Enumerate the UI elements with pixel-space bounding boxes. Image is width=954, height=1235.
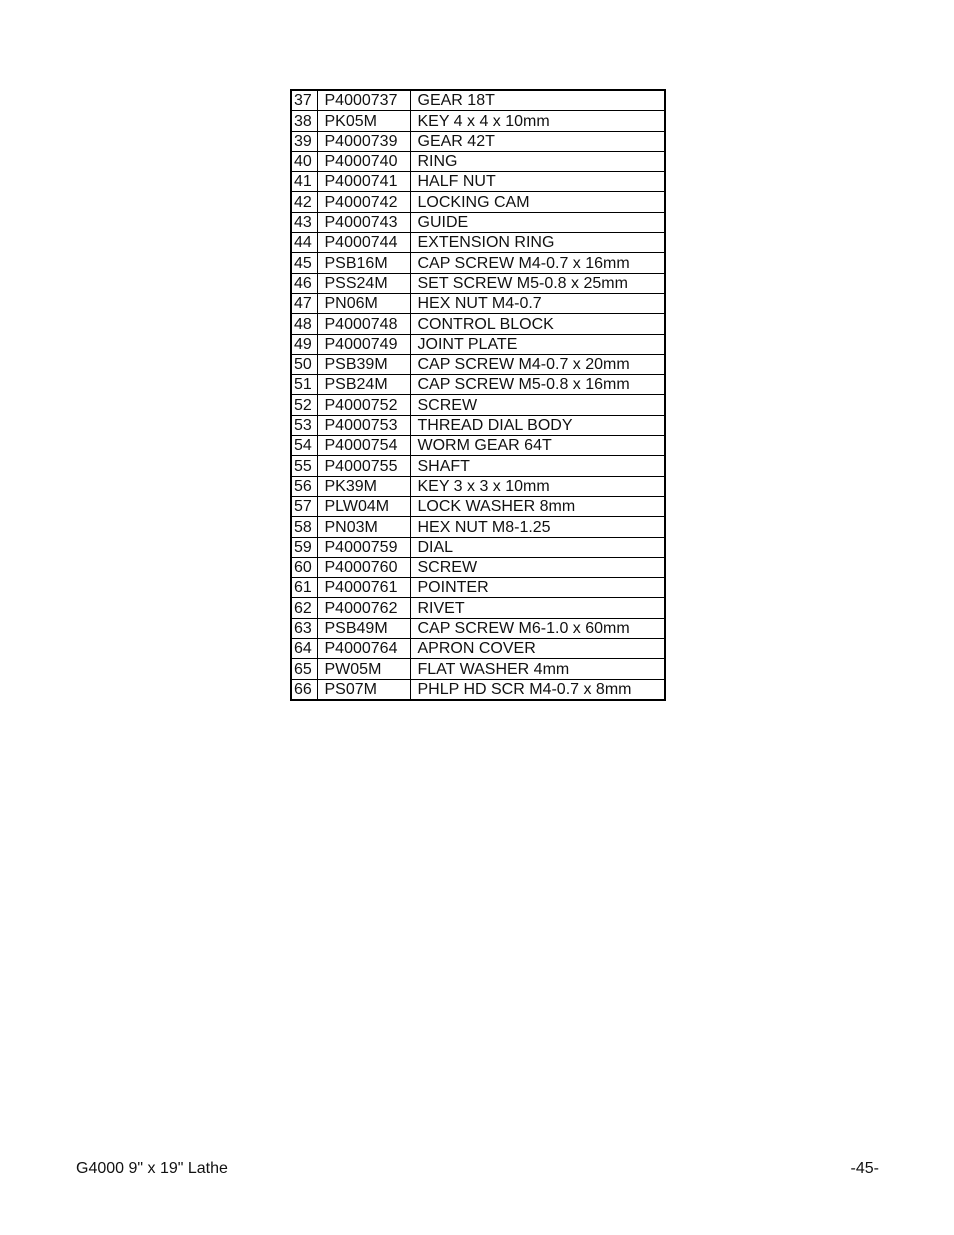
- description-cell: HEX NUT M8-1.25: [410, 517, 665, 537]
- description-cell: WORM GEAR 64T: [410, 436, 665, 456]
- description-cell: CAP SCREW M4-0.7 x 16mm: [410, 253, 665, 273]
- table-row: [291, 111, 665, 131]
- ref-number-cell: 59: [291, 537, 317, 557]
- description-cell: SCREW: [410, 395, 665, 415]
- description-cell: CAP SCREW M6-1.0 x 60mm: [410, 618, 665, 638]
- description-cell: GUIDE: [410, 212, 665, 232]
- ref-number-cell: 41: [291, 172, 317, 192]
- table-row: [291, 354, 665, 374]
- part-number-cell: P4000737: [317, 90, 410, 111]
- table-row: [291, 415, 665, 435]
- ref-number-cell: 43: [291, 212, 317, 232]
- part-number-cell: PSB24M: [317, 375, 410, 395]
- part-number-cell: P4000760: [317, 557, 410, 577]
- part-number-cell: PLW04M: [317, 496, 410, 516]
- description-cell: FLAT WASHER 4mm: [410, 659, 665, 679]
- ref-number-cell: 45: [291, 253, 317, 273]
- part-number-cell: P4000752: [317, 395, 410, 415]
- table-row: [291, 131, 665, 151]
- part-number-cell: P4000764: [317, 639, 410, 659]
- table-row: [291, 679, 665, 700]
- ref-number-cell: 39: [291, 131, 317, 151]
- part-number-cell: PSB16M: [317, 253, 410, 273]
- table-row: [291, 233, 665, 253]
- description-cell: EXTENSION RING: [410, 233, 665, 253]
- part-number-cell: PSB39M: [317, 354, 410, 374]
- table-row: [291, 151, 665, 171]
- table-row: [291, 334, 665, 354]
- part-number-cell: P4000742: [317, 192, 410, 212]
- description-cell: RING: [410, 151, 665, 171]
- description-cell: PHLP HD SCR M4-0.7 x 8mm: [410, 679, 665, 700]
- ref-number-cell: 65: [291, 659, 317, 679]
- description-cell: SET SCREW M5-0.8 x 25mm: [410, 273, 665, 293]
- description-cell: LOCKING CAM: [410, 192, 665, 212]
- description-cell: KEY 3 x 3 x 10mm: [410, 476, 665, 496]
- table-row: [291, 273, 665, 293]
- description-cell: APRON COVER: [410, 639, 665, 659]
- description-cell: CAP SCREW M4-0.7 x 20mm: [410, 354, 665, 374]
- table-row: [291, 436, 665, 456]
- ref-number-cell: 52: [291, 395, 317, 415]
- part-number-cell: P4000759: [317, 537, 410, 557]
- table-row: [291, 598, 665, 618]
- ref-number-cell: 38: [291, 111, 317, 131]
- ref-number-cell: 47: [291, 293, 317, 313]
- ref-number-cell: 46: [291, 273, 317, 293]
- part-number-cell: P4000749: [317, 334, 410, 354]
- table-row: [291, 172, 665, 192]
- ref-number-cell: 60: [291, 557, 317, 577]
- table-row: [291, 192, 665, 212]
- parts-list-body: [291, 90, 665, 700]
- description-cell: KEY 4 x 4 x 10mm: [410, 111, 665, 131]
- part-number-cell: PK05M: [317, 111, 410, 131]
- ref-number-cell: 37: [291, 90, 317, 111]
- ref-number-cell: 55: [291, 456, 317, 476]
- table-row: [291, 517, 665, 537]
- part-number-cell: PN06M: [317, 293, 410, 313]
- description-cell: DIAL: [410, 537, 665, 557]
- description-cell: POINTER: [410, 578, 665, 598]
- part-number-cell: P4000755: [317, 456, 410, 476]
- description-cell: SHAFT: [410, 456, 665, 476]
- table-row: [291, 375, 665, 395]
- table-row: [291, 395, 665, 415]
- part-number-cell: P4000762: [317, 598, 410, 618]
- ref-number-cell: 61: [291, 578, 317, 598]
- ref-number-cell: 66: [291, 679, 317, 700]
- ref-number-cell: 56: [291, 476, 317, 496]
- parts-list-table: [290, 89, 666, 701]
- part-number-cell: P4000748: [317, 314, 410, 334]
- part-number-cell: P4000739: [317, 131, 410, 151]
- part-number-cell: P4000740: [317, 151, 410, 171]
- footer-page-number: -45-: [850, 1160, 879, 1177]
- description-cell: RIVET: [410, 598, 665, 618]
- ref-number-cell: 40: [291, 151, 317, 171]
- description-cell: CAP SCREW M5-0.8 x 16mm: [410, 375, 665, 395]
- part-number-cell: PS07M: [317, 679, 410, 700]
- part-number-cell: P4000754: [317, 436, 410, 456]
- table-row: [291, 537, 665, 557]
- table-row: [291, 90, 665, 111]
- description-cell: GEAR 42T: [410, 131, 665, 151]
- table-row: [291, 293, 665, 313]
- part-number-cell: PK39M: [317, 476, 410, 496]
- description-cell: THREAD DIAL BODY: [410, 415, 665, 435]
- table-row: [291, 618, 665, 638]
- footer-manual-title: G4000 9" x 19" Lathe: [76, 1160, 228, 1177]
- ref-number-cell: 50: [291, 354, 317, 374]
- ref-number-cell: 63: [291, 618, 317, 638]
- description-cell: HALF NUT: [410, 172, 665, 192]
- ref-number-cell: 48: [291, 314, 317, 334]
- table-row: [291, 476, 665, 496]
- description-cell: LOCK WASHER 8mm: [410, 496, 665, 516]
- table-row: [291, 253, 665, 273]
- description-cell: HEX NUT M4-0.7: [410, 293, 665, 313]
- part-number-cell: PN03M: [317, 517, 410, 537]
- table-row: [291, 456, 665, 476]
- table-row: [291, 496, 665, 516]
- table-row: [291, 639, 665, 659]
- ref-number-cell: 51: [291, 375, 317, 395]
- table-row: [291, 659, 665, 679]
- ref-number-cell: 42: [291, 192, 317, 212]
- part-number-cell: P4000743: [317, 212, 410, 232]
- part-number-cell: PSS24M: [317, 273, 410, 293]
- description-cell: JOINT PLATE: [410, 334, 665, 354]
- ref-number-cell: 58: [291, 517, 317, 537]
- part-number-cell: P4000744: [317, 233, 410, 253]
- description-cell: GEAR 18T: [410, 90, 665, 111]
- part-number-cell: PSB49M: [317, 618, 410, 638]
- description-cell: SCREW: [410, 557, 665, 577]
- ref-number-cell: 64: [291, 639, 317, 659]
- table-row: [291, 557, 665, 577]
- table-row: [291, 314, 665, 334]
- part-number-cell: P4000761: [317, 578, 410, 598]
- ref-number-cell: 49: [291, 334, 317, 354]
- ref-number-cell: 44: [291, 233, 317, 253]
- table-row: [291, 578, 665, 598]
- table-row: [291, 212, 665, 232]
- ref-number-cell: 62: [291, 598, 317, 618]
- part-number-cell: PW05M: [317, 659, 410, 679]
- description-cell: CONTROL BLOCK: [410, 314, 665, 334]
- ref-number-cell: 54: [291, 436, 317, 456]
- ref-number-cell: 57: [291, 496, 317, 516]
- part-number-cell: P4000753: [317, 415, 410, 435]
- part-number-cell: P4000741: [317, 172, 410, 192]
- ref-number-cell: 53: [291, 415, 317, 435]
